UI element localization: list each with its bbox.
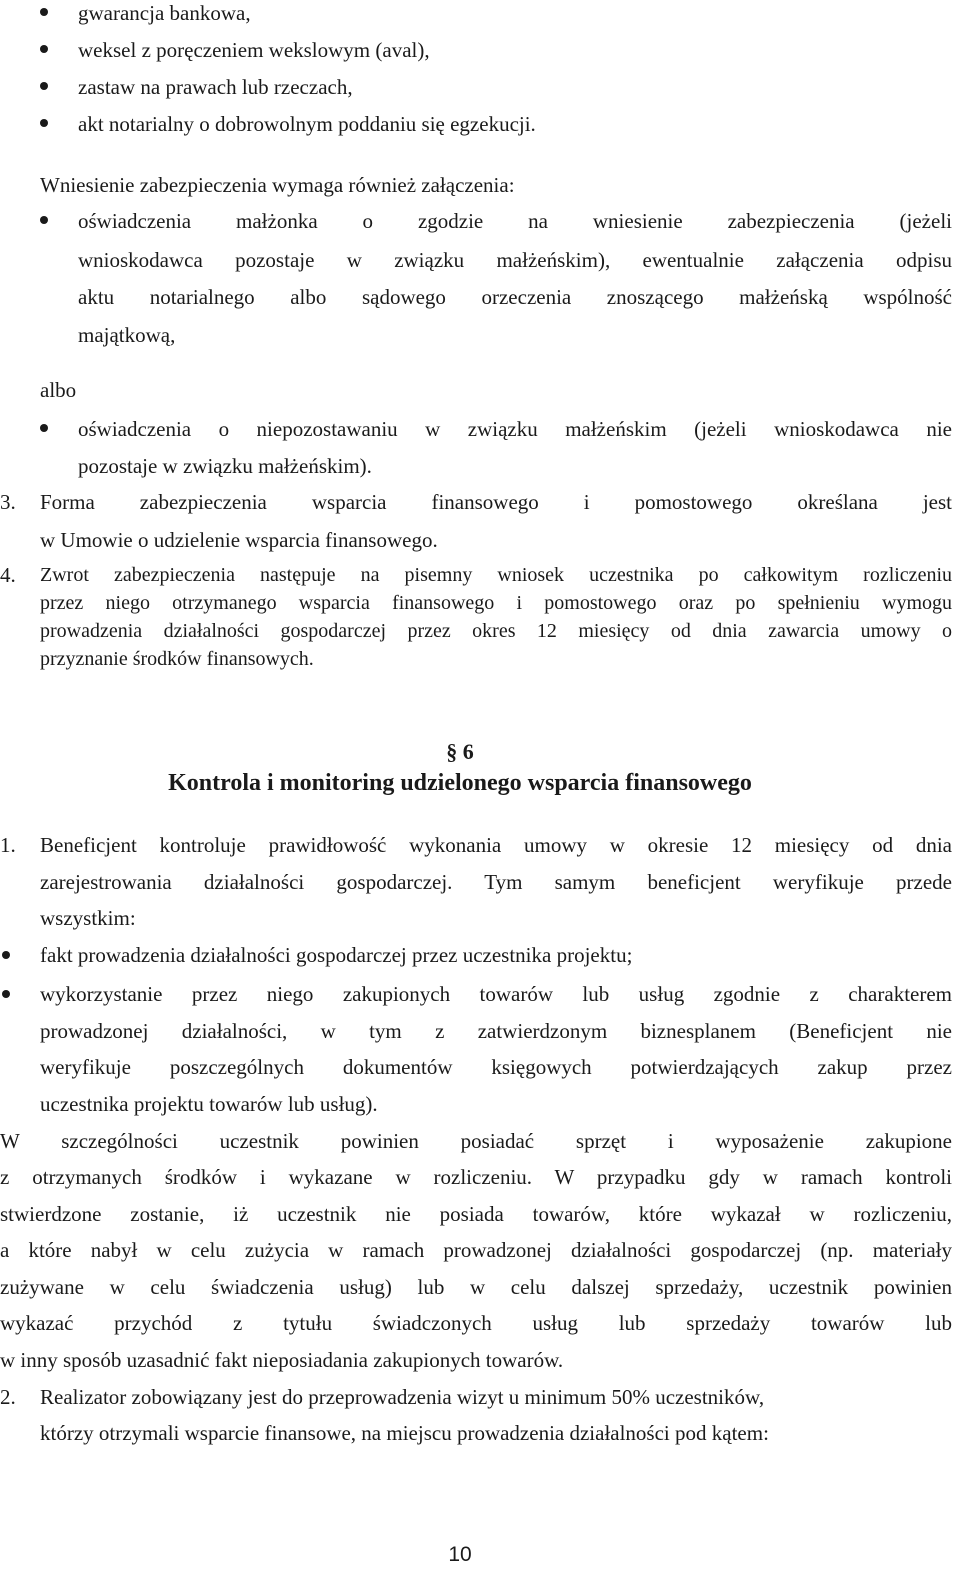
bullet-icon [40,45,48,53]
bullet-icon [2,990,10,998]
text-line: wnioskodawca pozostaje w związku małżeńskim), ewentualnie załączenia odpisu [78,248,952,272]
text-line: stwierdzone zostanie, iż uczestnik nie posiada towarów, które wykazał w rozliczeniu, [0,1202,952,1226]
list-item: zastaw na prawach lub rzeczach, [78,75,353,99]
text-line: oświadczenia małżonka o zgodzie na wniesienie zabezpieczenia (jeżeli [78,209,952,233]
bullet-icon [40,119,48,127]
text-line: weryfikuje poszczególnych dokumentów księgowych potwierdzających zakup przez [40,1055,952,1079]
list-item: akt notarialny o dobrowolnym poddaniu się egzekucji. [78,112,536,136]
text-line: prowadzonej działalności, w tym z zatwierdzonym biznesplanem (Beneficjent nie [40,1019,952,1043]
text-line: W szczególności uczestnik powinien posiadać sprzęt i wyposażenie zakupione [0,1129,952,1153]
text-line: Zwrot zabezpieczenia następuje na pisemny wniosek uczestnika po całkowitym rozliczeniu [40,564,952,586]
item-number: 1. [0,833,16,857]
page-number: 10 [448,1543,472,1566]
text-line: a które nabył w celu zużycia w ramach prowadzonej działalności gospodarczej (np. materiały [0,1238,952,1262]
text-line: wykazać przychód z tytułu świadczonych usług lub sprzedaży towarów lub [0,1311,952,1335]
item-number: 4. [0,563,16,587]
text-line: Realizator zobowiązany jest do przeprowadzenia wizyt u minimum 50% uczestników, [40,1385,765,1409]
item-number: 3. [0,490,16,514]
text-line: wszystkim: [40,906,136,930]
text-line: przyznanie środków finansowych. [40,648,314,670]
paragraph-sign: § 6 [446,739,474,764]
text-line: przez niego otrzymanego wsparcia finansowego i pomostowego oraz po spełnieniu wymogu [40,592,952,614]
text-line: Forma zabezpieczenia wsparcia finansowego i pomostowego określana jest [40,490,952,514]
intro-text: Wniesienie zabezpieczenia wymaga również załączenia: [40,173,515,197]
text-line: oświadczenia o niepozostawaniu w związku małżeńskim (jeżeli wnioskodawca nie [78,417,952,441]
bullet-icon [40,424,48,432]
item-number: 2. [0,1385,16,1409]
text-line: uczestnika projektu towarów lub usług). [40,1092,378,1116]
text-line: w inny sposób uzasadnić fakt nieposiadania zakupionych towarów. [0,1348,564,1372]
text-line: w Umowie o udzielenie wsparcia finansowego. [40,528,438,552]
text-line: wykorzystanie przez niego zakupionych towarów lub usług zgodnie z charakterem [40,982,952,1006]
text-line: zużywane w celu świadczenia usług) lub w celu dalszej sprzedaży, uczestnik powinien [0,1275,952,1299]
section-title: Kontrola i monitoring udzielonego wsparcia finansowego [168,770,752,796]
text-line: z otrzymanych środków i wykazane w rozliczeniu. W przypadku gdy w ramach kontroli [0,1165,952,1189]
albo-text: albo [40,378,77,402]
text-line: którzy otrzymali wsparcie finansowe, na miejscu prowadzenia działalności pod kątem: [40,1421,769,1445]
list-item: weksel z poręczeniem wekslowym (aval), [78,38,430,62]
text-line: Beneficjent kontroluje prawidłowość wykonania umowy w okresie 12 miesięcy od dnia [40,833,952,857]
bullet-icon [40,8,48,16]
bullet-icon [40,216,48,224]
list-item: gwarancja bankowa, [78,1,251,25]
text-line: zarejestrowania działalności gospodarczej. Tym samym beneficjent weryfikuje przede [40,870,952,894]
list-item: fakt prowadzenia działalności gospodarczej przez uczestnika projektu; [40,943,633,967]
bullet-icon [40,82,48,90]
text-line: aktu notarialnego albo sądowego orzeczenia znoszącego małżeńską wspólność [78,285,952,309]
bullet-icon [2,951,10,959]
text-line: majątkową, [78,323,176,347]
text-line: pozostaje w związku małżeńskim). [78,454,372,478]
text-line: prowadzenia działalności gospodarczej przez okres 12 miesięcy od dnia zawarcia umowy o [40,620,952,642]
